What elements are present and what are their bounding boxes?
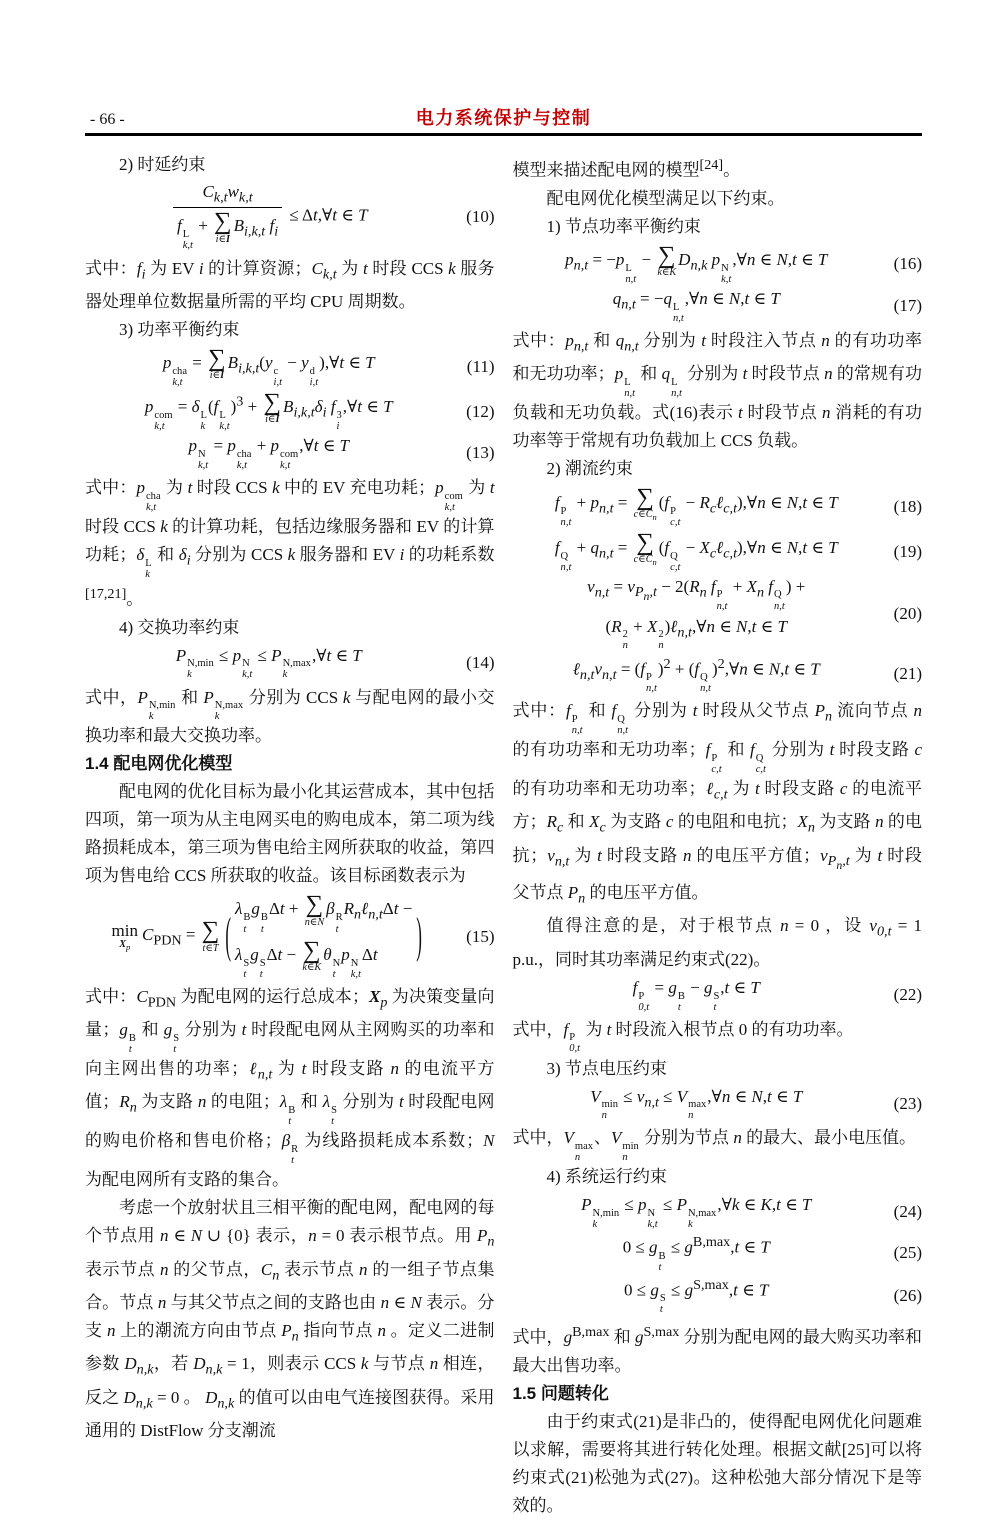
equation-body: P N,min k ≤ p N k,t ≤ P N,max k ,∀t ∈ T (175, 645, 362, 681)
numbered-item-heading: 1) 节点功率平衡约束 (546, 216, 701, 236)
numbered-item-heading: 2) 潮流约束 (546, 459, 633, 479)
paragraph: 式中：$f_i$ 为 EV i 的计算资源；$C_{k,t}$ 为 t 时段 CCS k 服务器处理单位数据量所需的平均 CPU 周期数。 (85, 258, 495, 311)
equation-body: f P 0,t = g B t − g S t ,t ∈ T (632, 977, 760, 1013)
equation-number: (12) (466, 401, 495, 421)
paragraph: 配电网优化模型满足以下约束。 (546, 188, 785, 208)
equation-body: f Q n,t + $q_{n,t}$ = ∑ $c\in C_n$ (f Q c,t − $X_c\ell_{c,t}),\forall n$ ∈ N,t ∈ T (554, 528, 838, 573)
equation-row (513, 1276, 923, 1316)
equation-body: p cha k,t = ∑ i∈I $B_{i,k,t}(y$ c i,t − y d i,t ),∀t ∈ T (162, 344, 375, 388)
numbered-item-heading: 3) 功率平衡约束 (119, 319, 240, 339)
section-heading: 1.4 配电网优化模型 (85, 754, 233, 774)
equation-row (513, 528, 923, 573)
equation-number: (26) (893, 1285, 922, 1305)
equation-body: V min n ≤ $v_{n,t} \le V$ max n ,∀n ∈ N,t ∈ T (590, 1086, 803, 1122)
equation-number: (20) (893, 603, 922, 623)
equation-body: $C_{k,t}w_{k,t}$ f L k,t + ∑ i∈I $B_{i,k,t}$ $f_i$ ≤ Δt,∀t ∈ T (85, 182, 453, 252)
paragraph: 值得注意的是，对于根节点 n = 0 ，设 $v_{0,t} = 1$ p.u.，同时其功率满足约束式(22)。 (512, 916, 923, 969)
equation-row (513, 977, 923, 1013)
equation-row (513, 241, 923, 285)
content-columns (85, 151, 922, 1520)
equation-row (513, 576, 923, 652)
equation-body: $v_{n,t} = v_{P_n,t} - 2(R_n$ f P n,t + $X_n$ f Q n,t ) + (R 2 n + X 2 n )ℓ$_{n,t}$,∀n ∈ N,t ∈ T (587, 576, 806, 652)
equation-number: (11) (466, 357, 495, 377)
equation-body: P N,min k ≤ p N k,t ≤ P N,max k ,∀k ∈ K,t ∈ T (581, 1195, 812, 1231)
equation-number: (18) (893, 496, 922, 516)
paragraph: 式中：$p_{n,t}$ 和 $q_{n,t}$ 分别为 t 时段注入节点 n 的有功功率和无功功率；p L n,t 和 q L n,t 分别为 t 时段节点 n 的常规有功负载和无功负载。式(16)表示 t 时段节点 n 消耗的有功功率等于常规有功负载加上 CCS 负载。 (512, 330, 923, 451)
paragraph: 配电网的优化目标为最小化其运营成本，其中包括四项，第一项为从主电网买电的购电成本，第二项为线路损耗成本，第三项为售电给主网所获取的收益，第四项为售电给 CCS 所获取的收益。该目标函数表示为 (85, 782, 495, 886)
equation-number: (19) (893, 541, 922, 561)
equation-row (513, 288, 923, 324)
paragraph: 式中，V max n 、V min n 分别为节点 n 的最大、最小电压值。 (512, 1128, 917, 1164)
paragraph: 考虑一个放射状且三相平衡的配电网，配电网的每个节点用 n ∈ N ∪ {0} 表示，n = 0 表示根节点。用 $P_n$ 表示节点 n 的父节点，$C_n$ 表示节点 n 的一组子节点集合。节点 n 与其父节点之间的支路也由 n ∈ N 表示。分支 n 上的潮流方向由节点 $P_n$ 指向节点 n 。定义二进制参数 $D_{n,k}$，若 $D_{n,k} = 1$，则表示 CCS k 与节点 n 相连，反之 $D_{n,k} = 0$ 。 $D_{n,k}$ 的值可以由电气连接图获得。采用通用的 DistFlow 分支潮流 (85, 1198, 495, 1441)
equation-number: (13) (466, 443, 495, 463)
paragraph: 式中：p cha k,t 为 t 时段 CCS k 中的 EV 充电功耗；p com k,t 为 t 时段 CCS k 的计算功耗，包括边缘服务器和 EV 的计算功耗；δ L k 和 $\delta_i$ 分别为 CCS k 服务器和 EV i 的功耗系数[17,21]。 (85, 478, 495, 609)
equation-body: $p_{n,t} = -p$ L n,t − ∑ k∈K $D_{n,k}$ p N k,t ,∀n ∈ N,t ∈ T (565, 241, 828, 285)
equation-body: 0 ≤ g S t ≤ $g^{S,max},t$ ∈ T (624, 1276, 769, 1316)
page-number: - 66 - (90, 111, 125, 128)
header-rule (85, 133, 922, 136)
equation-number: (16) (893, 254, 922, 274)
paragraph: 由于约束式(21)是非凸的，使得配电网优化问题难以求解，需要将其进行转化处理。根据文献[25]可以将约束式(21)松弛为式(27)。这种松弛大部分情况下是等效的。 (512, 1412, 922, 1516)
equation-number: (25) (893, 1243, 922, 1263)
paragraph: 式中，P N,min k 和 P N,max k 分别为 CCS k 与配电网的最小交换功率和最大交换功率。 (85, 687, 495, 746)
equation-body: p com k,t = δ L k (f L k,t )$^3$ + ∑ i∈I $B_{i,k,t}\delta_i$ f 3 i ,∀t ∈ T (144, 389, 393, 433)
equation-body: $q_{n,t} = -q$ L n,t ,∀n ∈ N,t ∈ T (612, 288, 780, 324)
journal-title: 电力系统保护与控制 (415, 108, 592, 128)
paragraph: 式中，$g^{B,max}$ 和 $g^{S,max}$ 分别为配电网的最大购买功率和最大出售功率。 (512, 1324, 923, 1376)
equation-row (85, 435, 495, 471)
equation-row (513, 486, 923, 528)
paragraph: 模型来描述配电网的模型[24]。 (512, 157, 741, 180)
paragraph: 式中，f P 0,t 为 t 时段流入根节点 0 的有功功率。 (512, 1019, 854, 1055)
equation-row (513, 1194, 923, 1230)
numbered-item-heading: 4) 系统运行约束 (546, 1167, 667, 1187)
equation-row (85, 391, 495, 432)
equation-row (513, 655, 923, 695)
equation-number: (15) (466, 926, 495, 946)
equation-body: p N k,t = p cha k,t + p com k,t ,∀t ∈ T (188, 436, 349, 472)
equation-number: (23) (893, 1093, 922, 1113)
numbered-item-heading: 4) 交换功率约束 (119, 617, 240, 637)
equation-row (85, 344, 495, 388)
paragraph: 式中：$C_{PDN}$ 为配电网的运行总成本；$X_p$ 为决策变量向量；g B t 和 g S t 分别为 t 时段配电网从主网购买的功率和向主网出售的功率；ℓ$_{n,t}$ 为 t 时段支路 n 的电流平方值；$R_n$ 为支路 n 的电阻；λ B t 和 λ S t 分别为 t 时段配电网的购电价格和售电价格；β R t 为线路损耗成本系数；N 为配电网所有支路的集合。 (85, 986, 495, 1190)
equation-number: (22) (893, 984, 922, 1004)
section-heading: 1.5 问题转化 (512, 1384, 609, 1404)
equation-number: (21) (893, 664, 922, 684)
paragraph: 式中：f P n,t 和 f Q n,t 分别为 t 时段从父节点 $P_n$ 流向节点 n 的有功功率和无功功率；f P c,t 和 f Q c,t 分别为 t 时段支路 c 的有功功率和无功功率；ℓ$_{c,t}$ 为 t 时段支路 c 的电流平方；$R_c$ 和 $X_c$ 为支路 c 的电阻和电抗；$X_n$ 为支路 n 的电抗；$v_{n,t}$ 为 t 时段支路 n 的电压平方值；$v_{P_n,t}$ 为 t 时段父节点 $P_n$ 的电压平方值。 (512, 701, 923, 907)
numbered-item-heading: 3) 节点电压约束 (546, 1058, 667, 1078)
page-header (85, 104, 922, 130)
equation-body: f P n,t + $p_{n,t}$ = ∑ $c\in C_n$ (f P c,t − $R_c\ell_{c,t}),\forall n$ ∈ N,t ∈ T (554, 484, 838, 528)
equation-number: (14) (466, 652, 495, 672)
equation-row (513, 1086, 923, 1122)
equation-row (85, 645, 495, 681)
equation-number: (24) (893, 1202, 922, 1222)
equation-row (85, 182, 495, 252)
equation-body: min $X_p$ $C_{PDN}$ = ∑ t∈T ( λ B t g B t Δt + ∑ n∈N β R t $R_n\ell_{n,t}\Delta t$ − λ S t g S t Δt − ∑ k∈K θ N t p N k,t Δt ) (111, 891, 422, 980)
equation-number: (10) (466, 206, 495, 226)
right-column (513, 151, 923, 1520)
equation-row (85, 893, 495, 979)
equation-body: $\ell_{n,t}v_{n,t} = (f$ P n,t )$^2$ + (f Q n,t )$^2$,∀n ∈ N,t ∈ T (572, 655, 820, 695)
left-column (85, 151, 495, 1520)
equation-number: (17) (893, 295, 922, 315)
numbered-item-heading: 2) 时延约束 (119, 155, 206, 174)
equation-row (513, 1233, 923, 1273)
equation-body: 0 ≤ g B t ≤ $g^{B,max},t$ ∈ T (622, 1234, 770, 1273)
